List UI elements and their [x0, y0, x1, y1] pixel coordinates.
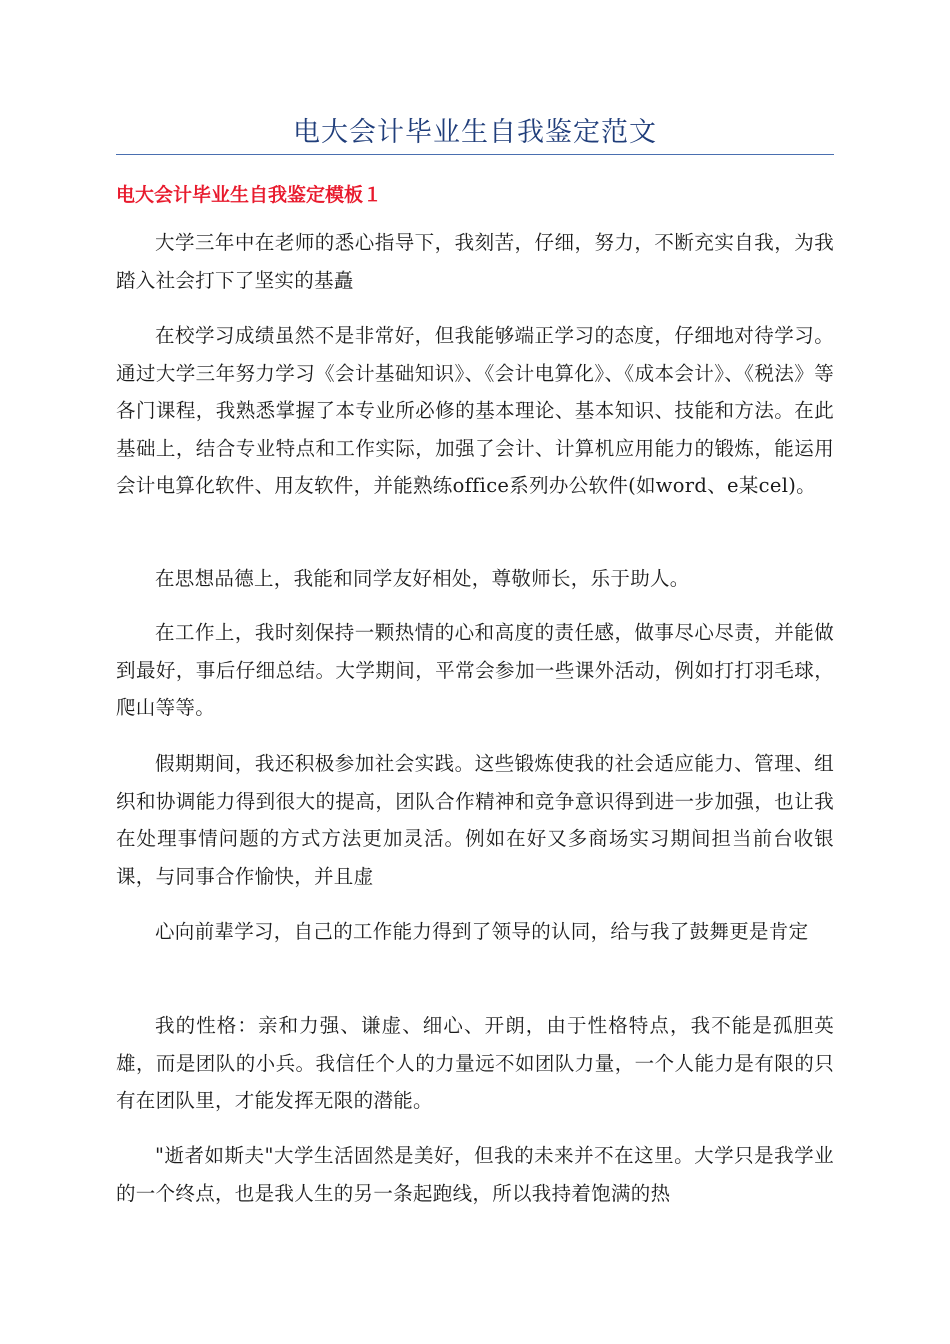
paragraph-7: 我的性格：亲和力强、谦虚、细心、开朗，由于性格特点，我不能是孤胆英雄，而是团队的小兵。我信任个人的力量远不如团队力量，一个人能力是有限的只有在团队里，才能发挥无限的潜能。	[116, 1014, 834, 1112]
section-heading: 电大会计毕业生自我鉴定模板１	[116, 184, 383, 206]
title-underline-rule	[116, 154, 834, 155]
paragraph-3: 在思想品德上，我能和同学友好相处，尊敬师长，乐于助人。	[155, 567, 690, 590]
paragraph-4: 在工作上，我时刻保持一颗热情的心和高度的责任感，做事尽心尽责，并能做到最好，事后仔细总结。大学期间，平常会参加一些课外活动，例如打打羽毛球，爬山等等。	[116, 621, 834, 719]
paragraph-6: 心向前辈学习，自己的工作能力得到了领导的认同，给与我了鼓舞更是肯定	[155, 920, 809, 943]
document-title: 电大会计毕业生自我鉴定范文	[293, 117, 657, 148]
paragraph-2: 在校学习成绩虽然不是非常好，但我能够端正学习的态度，仔细地对待学习。通过大学三年努力学习《会计基础知识》、《会计电算化》、《成本会计》、《税法》等各门课程，我熟悉掌握了本专业所必修的基本理论、基本知识、技能和方法。在此基础上，结合专业特点和工作实际，加强了会计、计算机应用能力的锻炼，能运用会计电算化软件、用友软件，并能熟练office系列办公软件(如word、e某cel)。	[116, 324, 834, 497]
paragraph-8: "逝者如斯夫"大学生活固然是美好，但我的未来并不在这里。大学只是我学业的一个终点，也是我人生的另一条起跑线，所以我持着饱满的热	[116, 1144, 834, 1205]
paragraph-5: 假期期间，我还积极参加社会实践。这些锻炼使我的社会适应能力、管理、组织和协调能力得到很大的提高，团队合作精神和竞争意识得到进一步加强，也让我在处理事情问题的方式方法更加灵活。例如在好又多商场实习期间担当前台收银课，与同事合作愉快，并且虚	[116, 752, 834, 888]
paragraph-1: 大学三年中在老师的悉心指导下，我刻苦，仔细，努力，不断充实自我，为我踏入社会打下了坚实的基矗	[116, 231, 834, 292]
